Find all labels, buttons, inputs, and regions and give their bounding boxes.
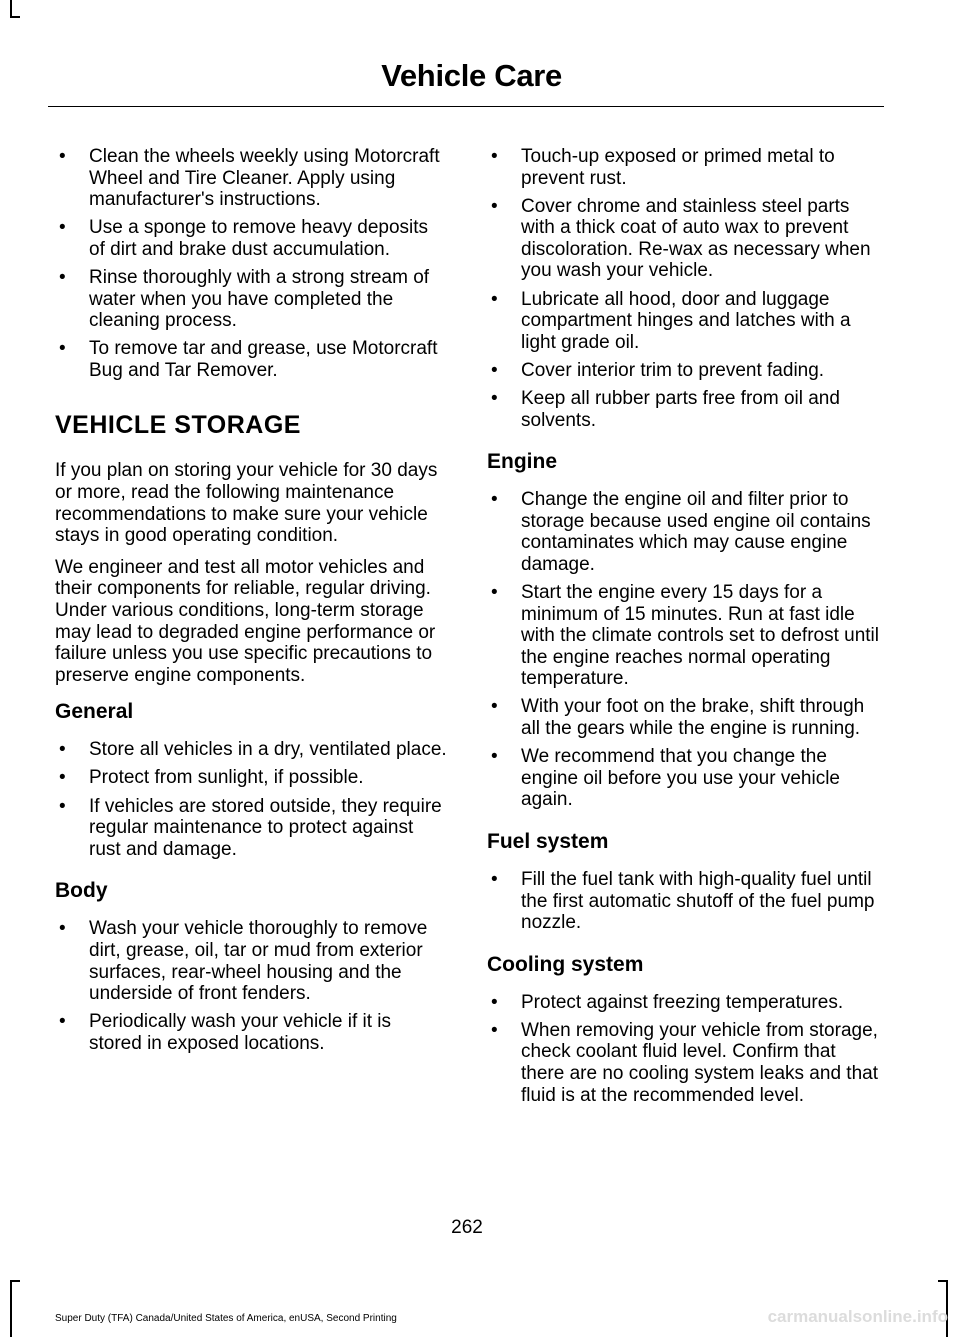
crop-mark <box>10 1280 20 1282</box>
subheading-cooling-system: Cooling system <box>487 952 644 976</box>
left-column <box>55 146 447 1061</box>
list-item: • Lubricate all hood, door and luggage compartment hinges and latches with a light grade oil. <box>487 289 881 354</box>
edition-footer: Super Duty (TFA) Canada/United States of America, enUSA, Second Printing <box>55 1313 397 1324</box>
list-item: • Start the engine every 15 days for a minimum of 15 minutes. Run at fast idle with the climate controls set to defrost until the engine reaches normal operating temperature. <box>487 582 881 690</box>
list-item: • Touch-up exposed or primed metal to prevent rust. <box>487 146 881 189</box>
list-item: • Store all vehicles in a dry, ventilated place. <box>55 739 447 761</box>
subheading-fuel-system: Fuel system <box>487 829 609 853</box>
section-heading-vehicle-storage: VEHICLE STORAGE <box>55 411 301 440</box>
paragraph: We engineer and test all motor vehicles and their components for reliable, regular driving. Under various conditions, long-term storage may lead to degraded engine performance or failure unless you use specific precautions to preserve engine components. <box>55 556 436 686</box>
body-care-list <box>487 146 881 431</box>
header-divider <box>48 106 884 107</box>
crop-mark <box>10 16 20 18</box>
engine-list <box>487 489 881 811</box>
cooling-list <box>487 992 881 1106</box>
general-list <box>55 739 447 860</box>
list-item: • Rinse thoroughly with a strong stream of water when you have completed the cleaning process. <box>55 267 447 332</box>
crop-mark <box>938 1280 948 1282</box>
list-item: • Protect from sunlight, if possible. <box>55 767 447 789</box>
watermark: carmanualsonline.info <box>767 1307 948 1326</box>
list-item: • Fill the fuel tank with high-quality fuel until the first automatic shutoff of the fuel pump nozzle. <box>487 869 881 934</box>
body-list <box>55 918 447 1054</box>
subheading-body: Body <box>55 879 108 903</box>
paragraph: If you plan on storing your vehicle for 30 days or more, read the following maintenance recommendations to make sure your vehicle stays in good operating condition. <box>55 460 438 547</box>
subheading-engine: Engine <box>487 450 558 474</box>
list-item: • Cover chrome and stainless steel parts with a thick coat of auto wax to prevent discoloration. Re-wax as necessary when you wash your vehicle. <box>487 196 881 282</box>
page-number: 262 <box>451 1217 483 1238</box>
list-item: • Keep all rubber parts free from oil and solvents. <box>487 388 881 431</box>
list-item: • When removing your vehicle from storage, check coolant fluid level. Confirm that there are no cooling system leaks and that fluid is at the recommended level. <box>487 1020 881 1106</box>
fuel-list <box>487 869 881 934</box>
list-item: • Use a sponge to remove heavy deposits of dirt and brake dust accumulation. <box>55 217 447 260</box>
list-item: • Clean the wheels weekly using Motorcraft Wheel and Tire Cleaner. Apply using manufacturer's instructions. <box>55 146 447 211</box>
list-item: • Wash your vehicle thoroughly to remove dirt, grease, oil, tar or mud from exterior surfaces, rear-wheel housing and the underside of front fenders. <box>55 918 447 1004</box>
list-item: • Protect against freezing temperatures. <box>487 992 881 1014</box>
list-item: • Cover interior trim to prevent fading. <box>487 360 881 382</box>
right-column <box>487 146 881 1113</box>
page-title: Vehicle Care <box>381 58 562 93</box>
list-item: • Change the engine oil and filter prior to storage because used engine oil contains contaminates which may cause engine damage. <box>487 489 881 575</box>
list-item: • Periodically wash your vehicle if it is stored in exposed locations. <box>55 1011 447 1054</box>
wheel-cleaning-list <box>55 146 447 381</box>
subheading-general: General <box>55 700 134 724</box>
list-item: • We recommend that you change the engine oil before you use your vehicle again. <box>487 746 881 811</box>
list-item: • With your foot on the brake, shift through all the gears while the engine is running. <box>487 696 881 739</box>
crop-mark <box>10 1280 12 1337</box>
list-item: • To remove tar and grease, use Motorcraft Bug and Tar Remover. <box>55 338 447 381</box>
list-item: • If vehicles are stored outside, they require regular maintenance to protect against rust and damage. <box>55 796 447 861</box>
